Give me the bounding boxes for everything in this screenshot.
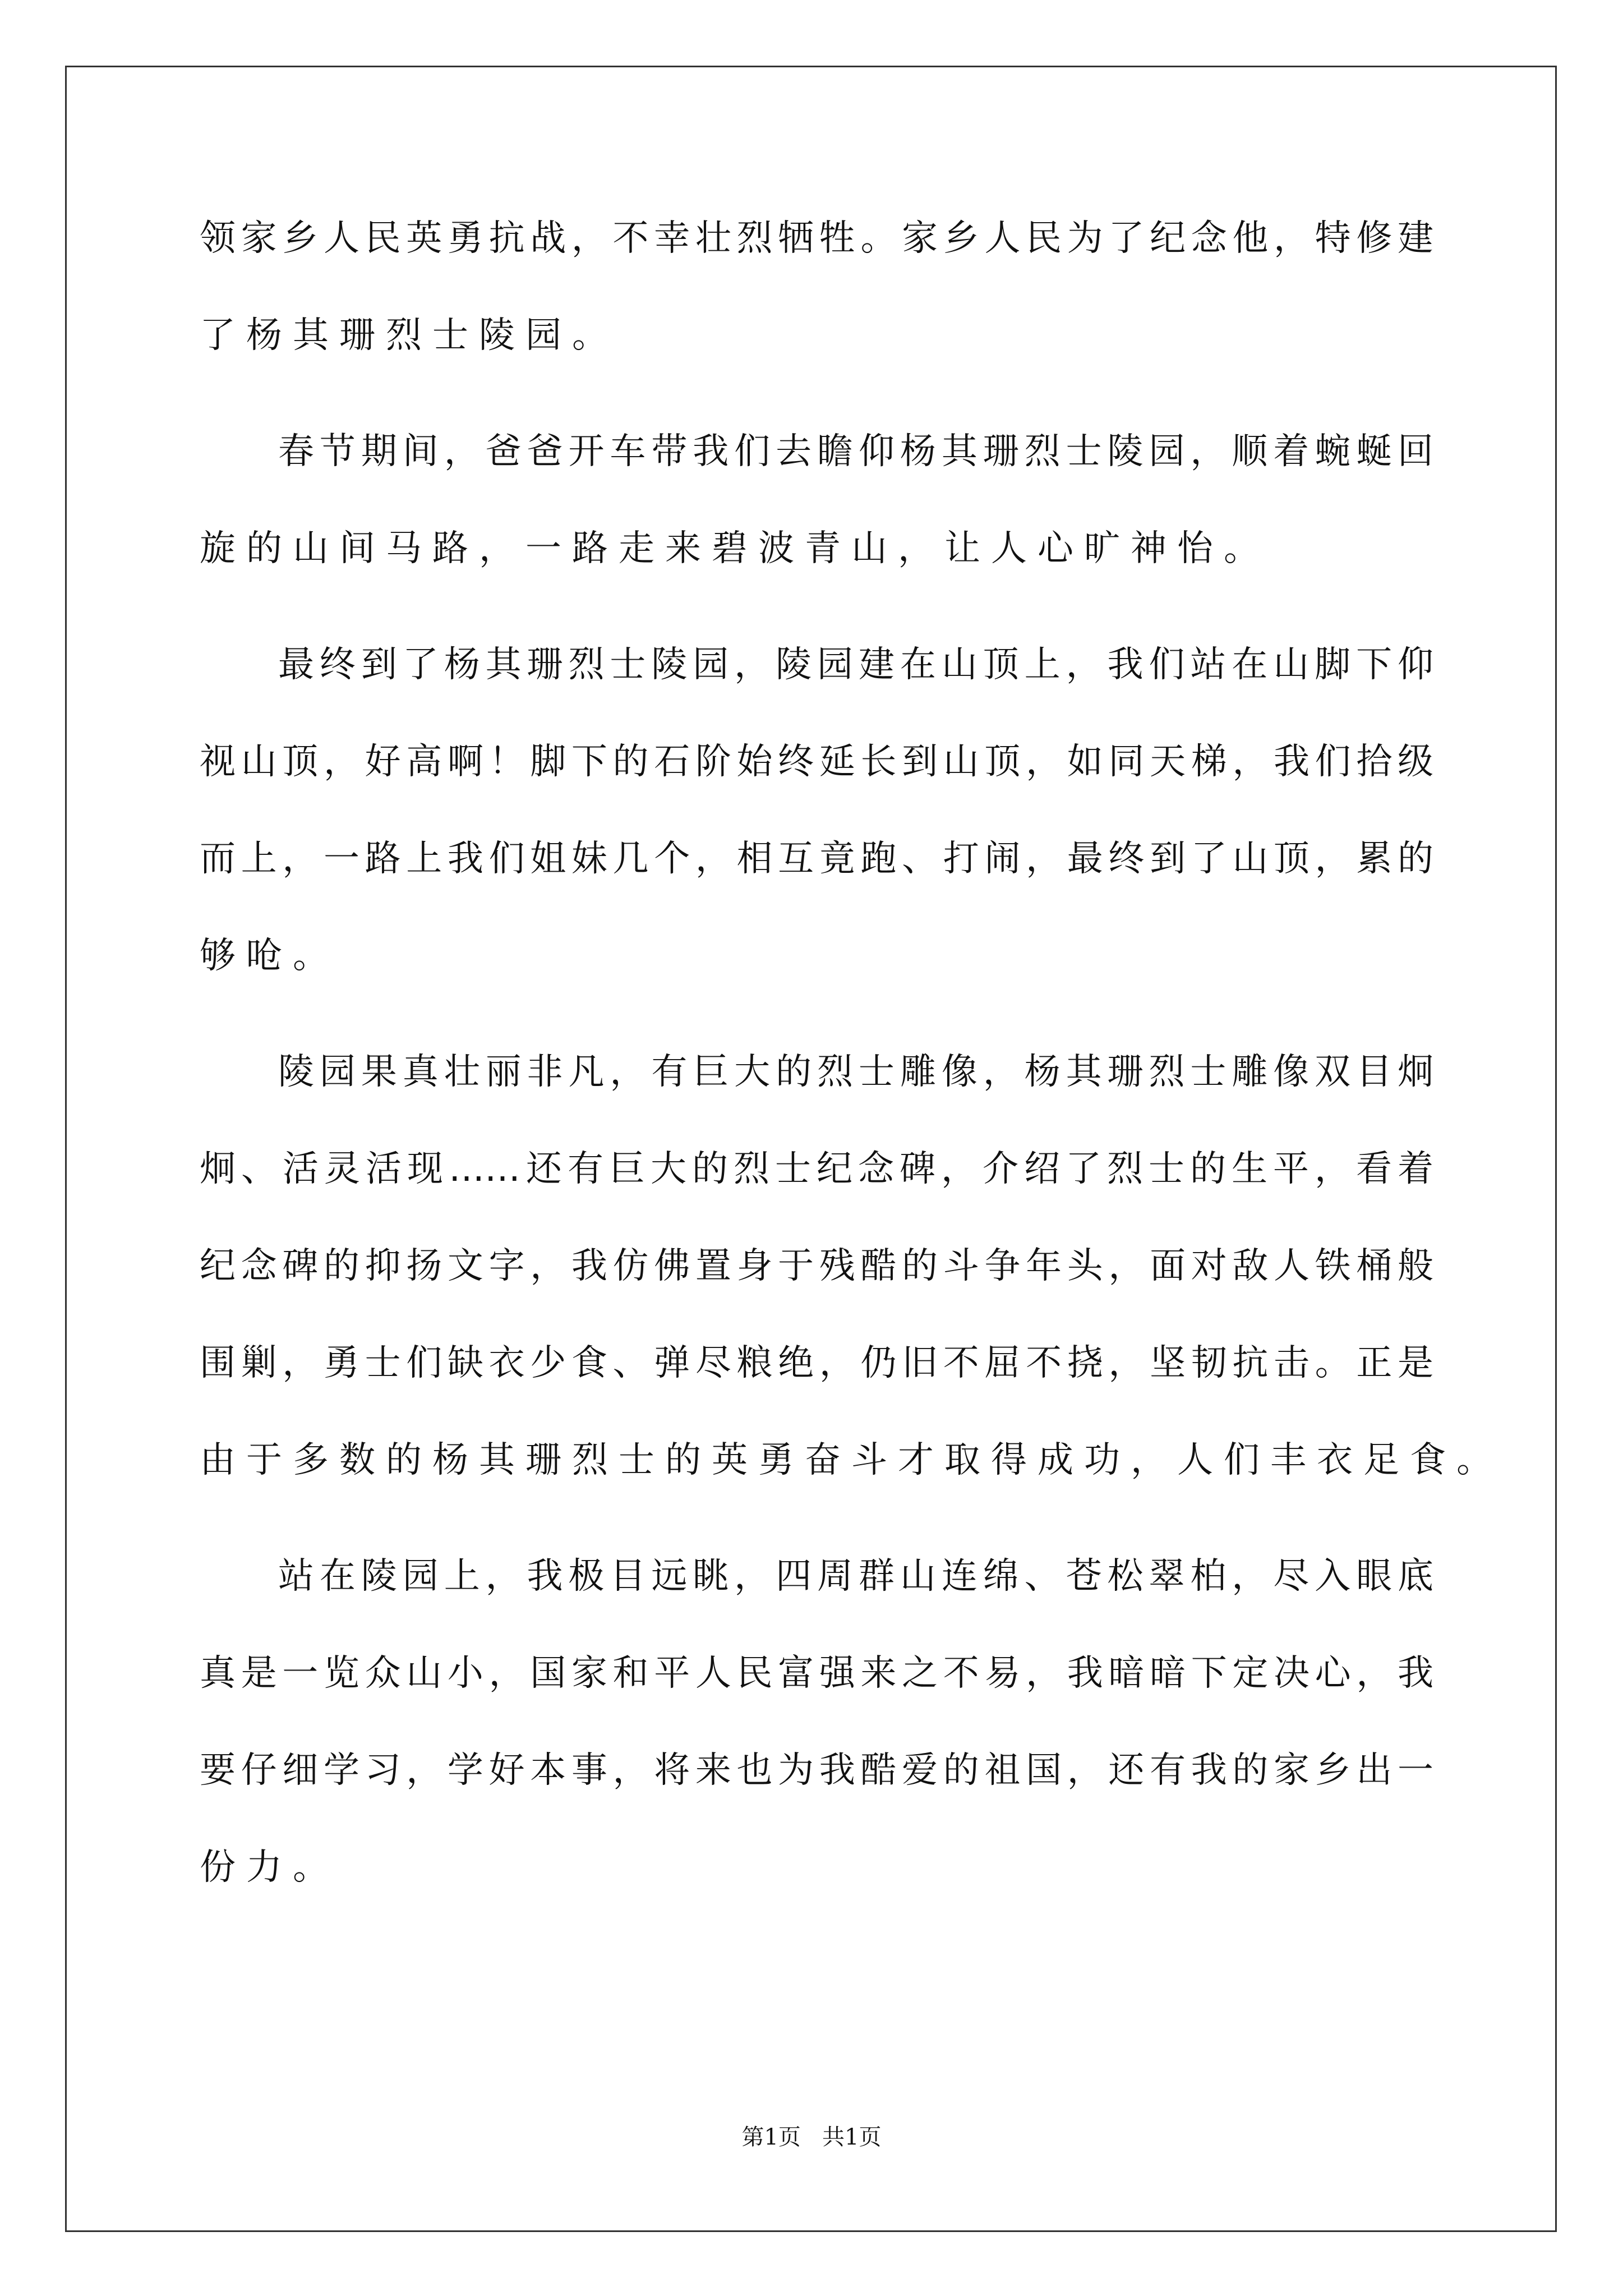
text-line: 最终到了杨其珊烈士陵园，陵园建在山顶上，我们站在山脚下仰 xyxy=(278,644,1433,685)
text-line: 由于多数的杨其珊烈士的英勇奋斗才取得成功，人们丰衣足食。 xyxy=(200,1439,1503,1481)
text-line: 份力。 xyxy=(200,1847,339,1888)
page-number: 第1页 共1页 xyxy=(741,2124,882,2150)
text-line: 要仔细学习，学好本事，将来也为我酷爱的祖国，还有我的家乡出一 xyxy=(200,1750,1433,1791)
text-line: 了杨其珊烈士陵园。 xyxy=(200,315,619,356)
text-line: 站在陵园上，我极目远眺，四周群山连绵、苍松翠柏，尽入眼底 xyxy=(278,1556,1433,1597)
text-line: 领家乡人民英勇抗战，不幸壮烈牺牲。家乡人民为了纪念他，特修建 xyxy=(200,218,1433,259)
text-line: 春节期间，爸爸开车带我们去瞻仰杨其珊烈士陵园，顺着蜿蜒回 xyxy=(278,431,1433,472)
text-line: 围剿，勇士们缺衣少食、弹尽粮绝，仍旧不屈不挠，坚韧抗击。正是 xyxy=(200,1342,1433,1384)
text-line: 够呛。 xyxy=(200,935,339,977)
page-footer xyxy=(0,2120,1623,2154)
text-line: 真是一览众山小，国家和平人民富强来之不易，我暗暗下定决心，我 xyxy=(200,1653,1433,1694)
text-line: 而上，一路上我们姐妹几个，相互竟跑、打闹，最终到了山顶，累的 xyxy=(200,838,1433,880)
text-line: 视山顶，好高啊！脚下的石阶始终延长到山顶，如同天梯，我们拾级 xyxy=(200,741,1433,783)
text-line: 炯、活灵活现……还有巨大的烈士纪念碑，介绍了烈士的生平，看着 xyxy=(200,1148,1433,1190)
text-line: 纪念碑的抑扬文字，我仿佛置身于残酷的斗争年头，面对敌人铁桶般 xyxy=(200,1245,1433,1287)
text-line: 旋的山间马路，一路走来碧波青山，让人心旷神怡。 xyxy=(200,528,1270,569)
text-line: 陵园果真壮丽非凡，有巨大的烈士雕像，杨其珊烈士雕像双目炯 xyxy=(278,1051,1433,1093)
